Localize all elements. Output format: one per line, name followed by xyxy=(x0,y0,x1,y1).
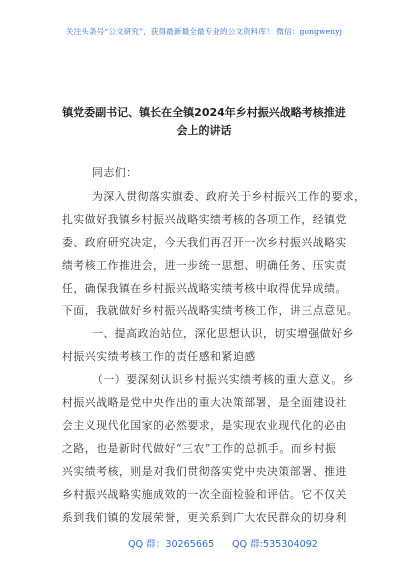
paragraph-line: 下面，我就做好乡村振兴战略实绩考核工作，讲三点意见。 xyxy=(62,304,359,317)
paragraph-line: 村振兴战略是党中央作出的重大决策部署，是全面建设社 xyxy=(62,396,347,409)
section-heading-line: 一、提高政治站位，深化思想认识，切实增强做好乡 xyxy=(92,327,355,340)
paragraph-line: 委、政府研究决定，今天我们再召开一次乡村振兴战略实 xyxy=(62,236,347,249)
document-title-line-2: 会上的讲话 xyxy=(176,124,232,137)
header-banner: 关注头条号“公文研究”，获得最新最全最专业的公文资料库！ 微信：gongwenyj xyxy=(65,27,343,36)
paragraph-line: 乡村振兴战略实施成效的一次全面检验和评估。它不仅关 xyxy=(62,488,347,501)
qq-group-2: QQ 群:535304092 xyxy=(232,539,318,550)
paragraph-line: 之路，也是新时代做好“三农”工作的总抓手。而乡村振 xyxy=(62,442,337,455)
paragraph-line: 兴实绩考核，则是对我们贯彻落实党中央决策部署、推进 xyxy=(62,465,347,478)
paragraph-line: 为深入贯彻落实旗委、政府关于乡村振兴工作的要求， xyxy=(92,190,366,203)
paragraph-line: 会主义现代化国家的必然要求，是实现农业现代化的必由 xyxy=(62,419,347,432)
paragraph-line: 任，确保我镇在乡村振兴战略实绩考核中取得优异成绩。 xyxy=(62,282,347,295)
paragraph-line: 系到我们镇的发展荣誉，更关系到广大农民群众的切身利 xyxy=(62,511,347,524)
document-title-line-1: 镇党委副书记、镇长在全镇2024年乡村振兴战略考核推进 xyxy=(62,106,346,119)
footer xyxy=(0,536,408,552)
paragraph-line: 扎实做好我镇乡村振兴战略实绩考核的各项工作，经镇党 xyxy=(62,213,347,226)
section-heading-line: 村振兴实绩考核工作的责任感和紧迫感 xyxy=(62,350,256,363)
greeting: 同志们： xyxy=(92,166,138,179)
paragraph-line: （一）要深刻认识乡村振兴实绩考核的重大意义。乡 xyxy=(92,373,355,386)
qq-group-1: QQ 群：30265665 xyxy=(128,539,215,550)
paragraph-line: 绩考核工作推进会，进一步统一思想、明确任务、压实责 xyxy=(62,259,347,272)
